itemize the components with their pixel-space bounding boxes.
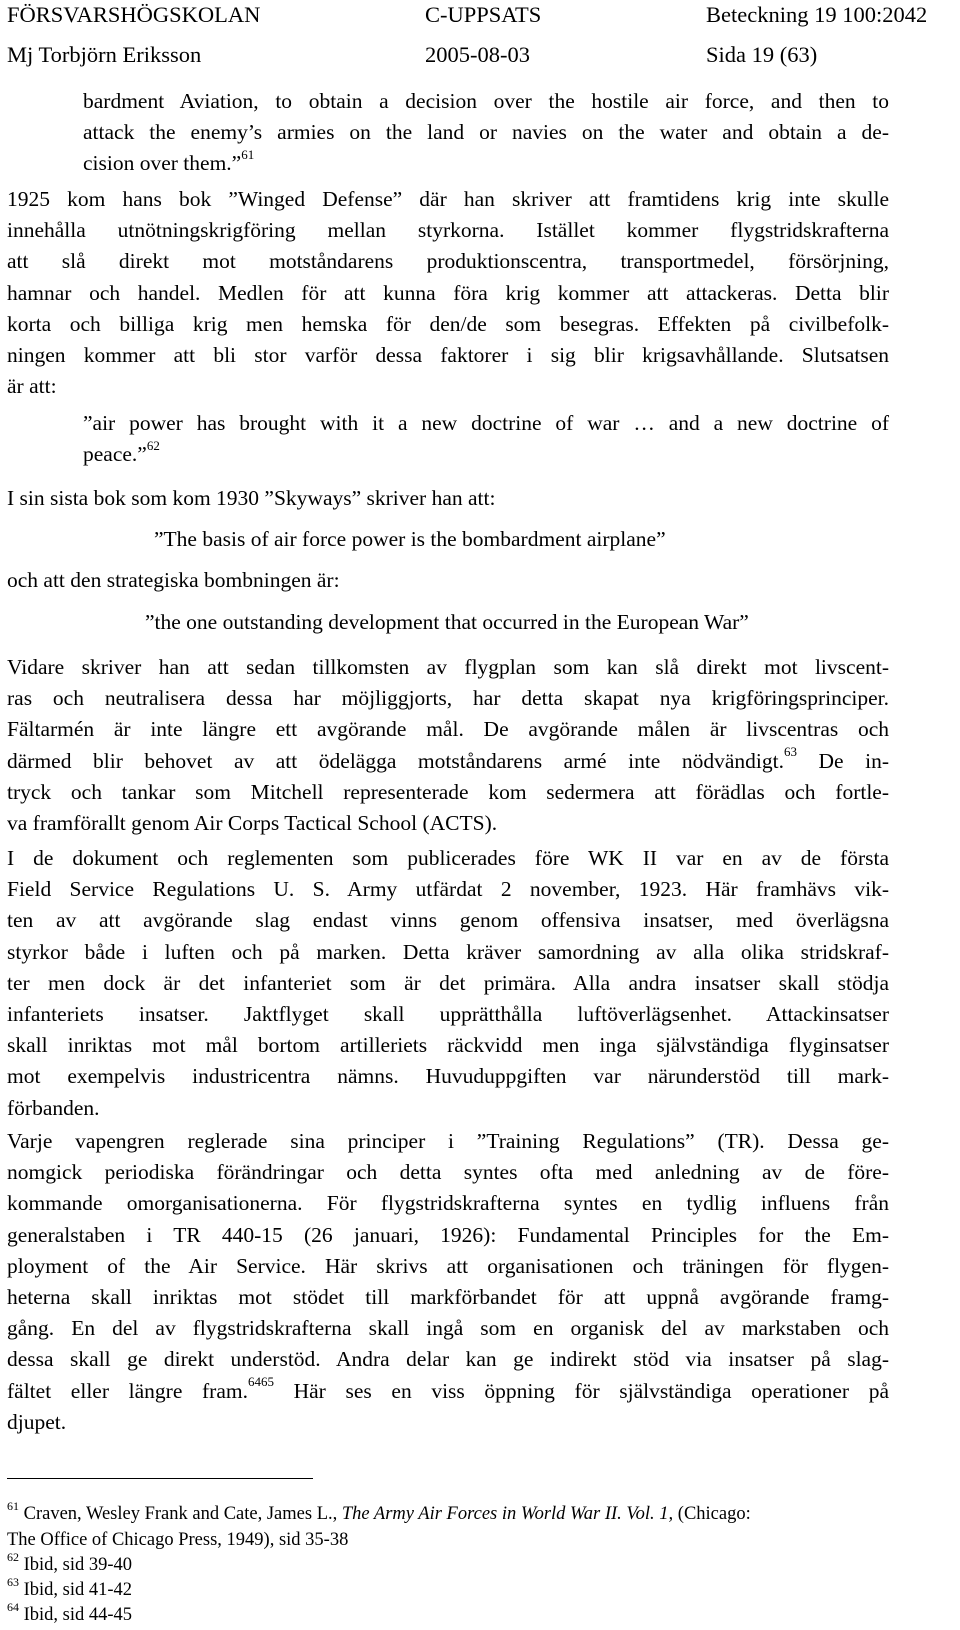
text-line: gång. En del av flygstridskrafterna skall ingå som en organisk del av markstaben och xyxy=(7,1316,889,1341)
text-line: tryck och tankar som Mitchell representerade kom sedermera att förädlas och fortle- xyxy=(7,779,889,804)
block-quote-2 xyxy=(83,408,889,470)
footnote-61 xyxy=(7,1498,907,1554)
text-line: ningen kommer att bli stor varför dessa faktorer i sig blir krigsavhållande. Slutsatsen xyxy=(7,343,889,368)
text-line: nomgick periodiska förändringar och detta syntes ofta med anledning av de före- xyxy=(7,1160,889,1185)
text-line: I de dokument och reglementen som publicerades före WK II var en av de första xyxy=(7,846,889,870)
text-line: Vidare skriver han att sedan tillkomsten av flygplan som kan slå direkt mot livscent- xyxy=(7,655,889,679)
block-quote-3: ”The basis of air force power is the bombardment airplane” xyxy=(154,527,666,551)
text-line: skall inriktas mot mål bortom artilleriets räckvidd men inga självständiga flyginsatser xyxy=(7,1033,889,1058)
text-line: Fältarmén är inte längre ett avgörande mål. De avgörande målen är livscentras och xyxy=(7,717,889,742)
text-line: generalstaben i TR 440-15 (26 januari, 1926): Fundamental Principles for the Em- xyxy=(7,1222,889,1247)
footnote-ref: 6465 xyxy=(247,1374,274,1390)
quote-line: bardment Aviation, to obtain a decision over the hostile air force, and then to xyxy=(83,89,889,113)
header-doc-type: C-UPPSATS xyxy=(425,2,542,27)
text-line: mot exempelvis industricentra nämns. Huvuduppgiften var närunderstöd till mark- xyxy=(7,1064,889,1089)
text-line: ployment of the Air Service. Här skrivs att organisationen och träningen för flygen- xyxy=(7,1253,889,1278)
paragraph-6 xyxy=(7,1126,889,1438)
block-quote-continuation xyxy=(83,86,889,180)
header-page-number: Sida 19 (63) xyxy=(706,42,818,67)
footnote-separator xyxy=(7,1478,313,1479)
footnote-line: $^{61}$ Craven, Wesley Frank and Cate, James L., The Army Air Forces in World War II. Vol. 1, (Chicago: xyxy=(7,1498,751,1524)
text-line: ten av att avgörande slag endast vinns genom offensiva insatser, med överlägsna xyxy=(7,908,889,933)
text-line: därmed blir behovet av att ödelägga motståndarens armé inte nödvändigt.$^{63}$ De in- xyxy=(7,744,889,773)
text-line: djupet. xyxy=(7,1409,67,1434)
header-school: FÖRSVARSHÖGSKOLAN xyxy=(7,2,261,27)
text-line: ter men dock är det infanteriet som är det primära. Alla andra insatser skall stödja xyxy=(7,970,889,995)
paragraph-2: I sin sista bok som kom 1930 ”Skyways” skriver han att: xyxy=(7,486,496,510)
text-line: heterna skall inriktas mot stödet till markförbandet för att uppnå avgörande framg- xyxy=(7,1285,889,1310)
text-line: fältet eller längre fram.$^{6465}$ Här ses en viss öppning för självständiga operationer på xyxy=(7,1374,889,1403)
footnote-number: 62 xyxy=(7,1549,19,1564)
quote-line: peace.”$^{62}$ xyxy=(83,438,160,467)
text-line: korta och billiga krig men hemska för den/de som besegras. Effekten på civilbefolk- xyxy=(7,311,889,336)
paragraph-1 xyxy=(7,184,889,402)
text-line: förbanden. xyxy=(7,1095,100,1120)
header-date: 2005-08-03 xyxy=(425,42,530,67)
text-line: infanteriets insatser. Jaktflyget skall upprätthålla luftöverlägsenhet. Attackinsatser xyxy=(7,1002,889,1027)
footnote-line: The Office of Chicago Press, 1949), sid 35-38 xyxy=(7,1529,349,1550)
footnote-64: $^{64}$ Ibid, sid 44-45 xyxy=(7,1599,133,1625)
footnote-number: 64 xyxy=(7,1599,19,1614)
paragraph-3: och att den strategiska bombningen är: xyxy=(7,568,340,592)
text-line: ras och neutralisera dessa har möjliggjorts, har detta skapat nya krigföringsprinciper. xyxy=(7,686,889,711)
text-line: är att: xyxy=(7,374,57,399)
paragraph-5 xyxy=(7,843,889,1124)
text-line: Field Service Regulations U. S. Army utfärdat 2 november, 1923. Här framhävs vik- xyxy=(7,877,889,902)
text-line: att slå direkt mot motståndarens produktionscentra, transportmedel, försörjning, xyxy=(7,249,889,274)
footnote-62: $^{62}$ Ibid, sid 39-40 xyxy=(7,1549,133,1575)
text-line: Varje vapengren reglerade sina principer i ”Training Regulations” (TR). Dessa ge- xyxy=(7,1129,889,1153)
text-line: va framförallt genom Air Corps Tactical School (ACTS). xyxy=(7,811,498,836)
quote-line: cision over them.”$^{61}$ xyxy=(83,147,255,176)
footnote-number: 63 xyxy=(7,1574,19,1589)
header-author: Mj Torbjörn Eriksson xyxy=(7,42,202,67)
footnote-63: $^{63}$ Ibid, sid 41-42 xyxy=(7,1574,133,1600)
quote-line: attack the enemy’s armies on the land or navies on the water and obtain a de- xyxy=(83,120,889,145)
footnote-title: The Army Air Forces in World War II. Vol. 1, xyxy=(341,1504,674,1524)
footnote-number: 61 xyxy=(7,1498,19,1513)
paragraph-4 xyxy=(7,652,889,839)
text-line: kommande omorganisationerna. För flygstridskrafterna syntes en tydlig influens från xyxy=(7,1191,889,1216)
footnote-ref: 61 xyxy=(241,147,255,163)
text-line: dessa skall ge direkt understöd. Andra delar kan ge indirekt stöd via insatser på slag- xyxy=(7,1347,889,1372)
block-quote-4: ”the one outstanding development that occurred in the European War” xyxy=(145,610,749,634)
text-line: innehålla utnötningskrigföring mellan styrkorna. Istället kommer flygstridskrafterna xyxy=(7,218,889,243)
text-line: hamnar och handel. Medlen för att kunna föra krig kommer att attackeras. Detta blir xyxy=(7,280,889,305)
footnote-ref: 63 xyxy=(784,744,797,760)
header-designation: Beteckning 19 100:2042 xyxy=(706,2,928,27)
text-line: styrkor både i luften och på marken. Detta kräver samordning av alla olika stridskraf- xyxy=(7,939,889,964)
text-line: 1925 kom hans bok ”Winged Defense” där han skriver att framtidens krig inte skulle xyxy=(7,187,889,211)
quote-line: ”air power has brought with it a new doctrine of war … and a new doctrine of xyxy=(83,411,889,435)
footnote-ref: 62 xyxy=(146,438,160,454)
